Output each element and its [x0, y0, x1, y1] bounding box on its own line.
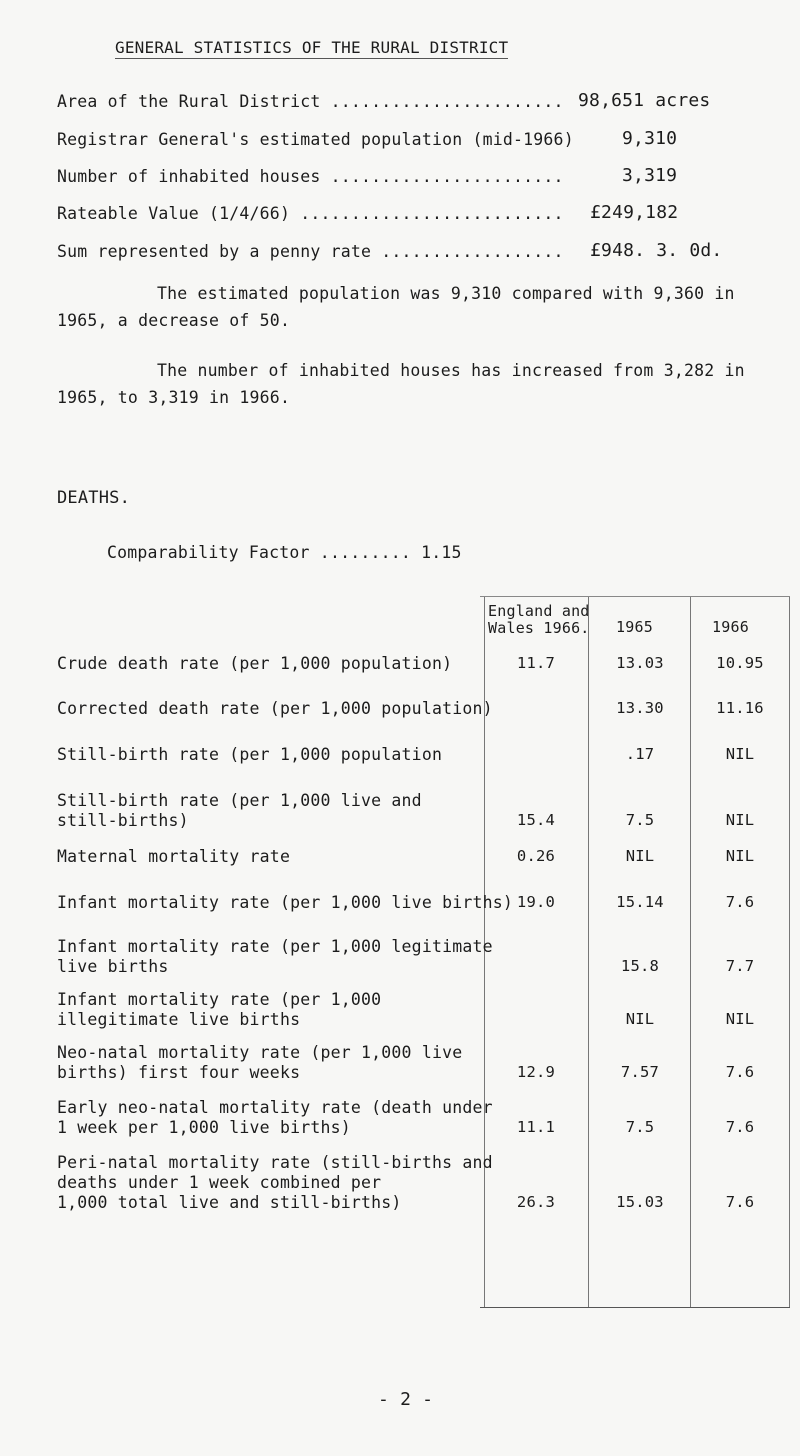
stat-label-area: Area of the Rural District ....................... [57, 92, 564, 111]
cell-y1965: NIL [625, 1010, 655, 1028]
cell-y1965: 15.8 [620, 957, 660, 975]
cell-ew: 0.26 [516, 847, 556, 865]
row-label: Infant mortality rate (per 1,000 legitimate live births [57, 937, 493, 976]
row-label: Neo-natal mortality rate (per 1,000 live births) first four weeks [57, 1043, 463, 1082]
header-1965: 1965 [616, 618, 653, 636]
cell-y1965: .17 [625, 745, 655, 763]
cell-y1965: 13.30 [616, 699, 664, 717]
comparability-factor: Comparability Factor ......... 1.15 [107, 543, 462, 562]
row-label: Crude death rate (per 1,000 population) [57, 654, 453, 673]
cell-y1966: 7.6 [725, 1193, 755, 1211]
paragraph-population: The estimated population was 9,310 compared with 9,360 in 1965, a decrease of 50. [57, 284, 735, 330]
cell-y1965: 7.57 [620, 1063, 660, 1081]
cell-y1965: 7.5 [625, 1118, 655, 1136]
cell-y1966: NIL [725, 1010, 755, 1028]
row-label: Infant mortality rate (per 1,000 illegitimate live births [57, 990, 382, 1029]
cell-y1965: 13.03 [616, 654, 664, 672]
row-label: Peri-natal mortality rate (still-births and deaths under 1 week combined per 1,000 total live and still-births) [57, 1153, 493, 1212]
cell-y1966: NIL [725, 811, 755, 829]
row-label: Still-birth rate (per 1,000 population [57, 745, 443, 764]
stat-value-population: 9,310 [622, 128, 678, 149]
deaths-heading: DEATHS. [57, 488, 131, 508]
cell-y1966: 10.95 [716, 654, 764, 672]
table-top-rule [480, 596, 790, 597]
cell-y1965: 15.03 [616, 1193, 664, 1211]
cell-y1966: 7.6 [725, 1118, 755, 1136]
stat-value-rateable: £249,182 [590, 202, 679, 223]
row-label: Maternal mortality rate [57, 847, 291, 866]
table-divider [588, 597, 589, 1307]
cell-y1965: 15.14 [616, 893, 664, 911]
stat-label-penny-rate: Sum represented by a penny rate .................. [57, 242, 564, 261]
row-label: Early neo-natal mortality rate (death under 1 week per 1,000 live births) [57, 1098, 493, 1137]
cell-ew: 12.9 [516, 1063, 556, 1081]
row-label: Infant mortality rate (per 1,000 live births) [57, 893, 514, 912]
stat-value-houses: 3,319 [622, 165, 678, 186]
row-label: Still-birth rate (per 1,000 live and still-births) [57, 791, 422, 830]
cell-ew: 19.0 [516, 893, 556, 911]
stat-label-population: Registrar General's estimated population (mid-1966) [57, 130, 574, 149]
paragraph-houses: The number of inhabited houses has increased from 3,282 in 1965, to 3,319 in 1966. [57, 361, 745, 407]
table-bottom-rule [480, 1307, 790, 1308]
cell-ew: 11.7 [516, 654, 556, 672]
row-label: Corrected death rate (per 1,000 population) [57, 699, 493, 718]
cell-ew: 26.3 [516, 1193, 556, 1211]
cell-y1965: 7.5 [625, 811, 655, 829]
cell-ew: 11.1 [516, 1118, 556, 1136]
cell-y1966: NIL [725, 847, 755, 865]
cell-y1966: NIL [725, 745, 755, 763]
cell-y1966: 7.7 [725, 957, 755, 975]
page-number: - 2 - [378, 1389, 434, 1410]
header-1966: 1966 [712, 618, 749, 636]
cell-y1966: 11.16 [716, 699, 764, 717]
stat-value-penny-rate: £948. 3. 0d. [590, 240, 723, 261]
stat-label-rateable: Rateable Value (1/4/66) .......................... [57, 204, 564, 223]
stat-value-area: 98,651 acres [578, 90, 711, 111]
cell-y1965: NIL [625, 847, 655, 865]
cell-y1966: 7.6 [725, 1063, 755, 1081]
cell-y1966: 7.6 [725, 893, 755, 911]
header-england-wales: England and Wales 1966. [488, 602, 590, 637]
cell-ew: 15.4 [516, 811, 556, 829]
stat-label-houses: Number of inhabited houses ....................... [57, 167, 564, 186]
page-title: GENERAL STATISTICS OF THE RURAL DISTRICT [115, 38, 509, 57]
